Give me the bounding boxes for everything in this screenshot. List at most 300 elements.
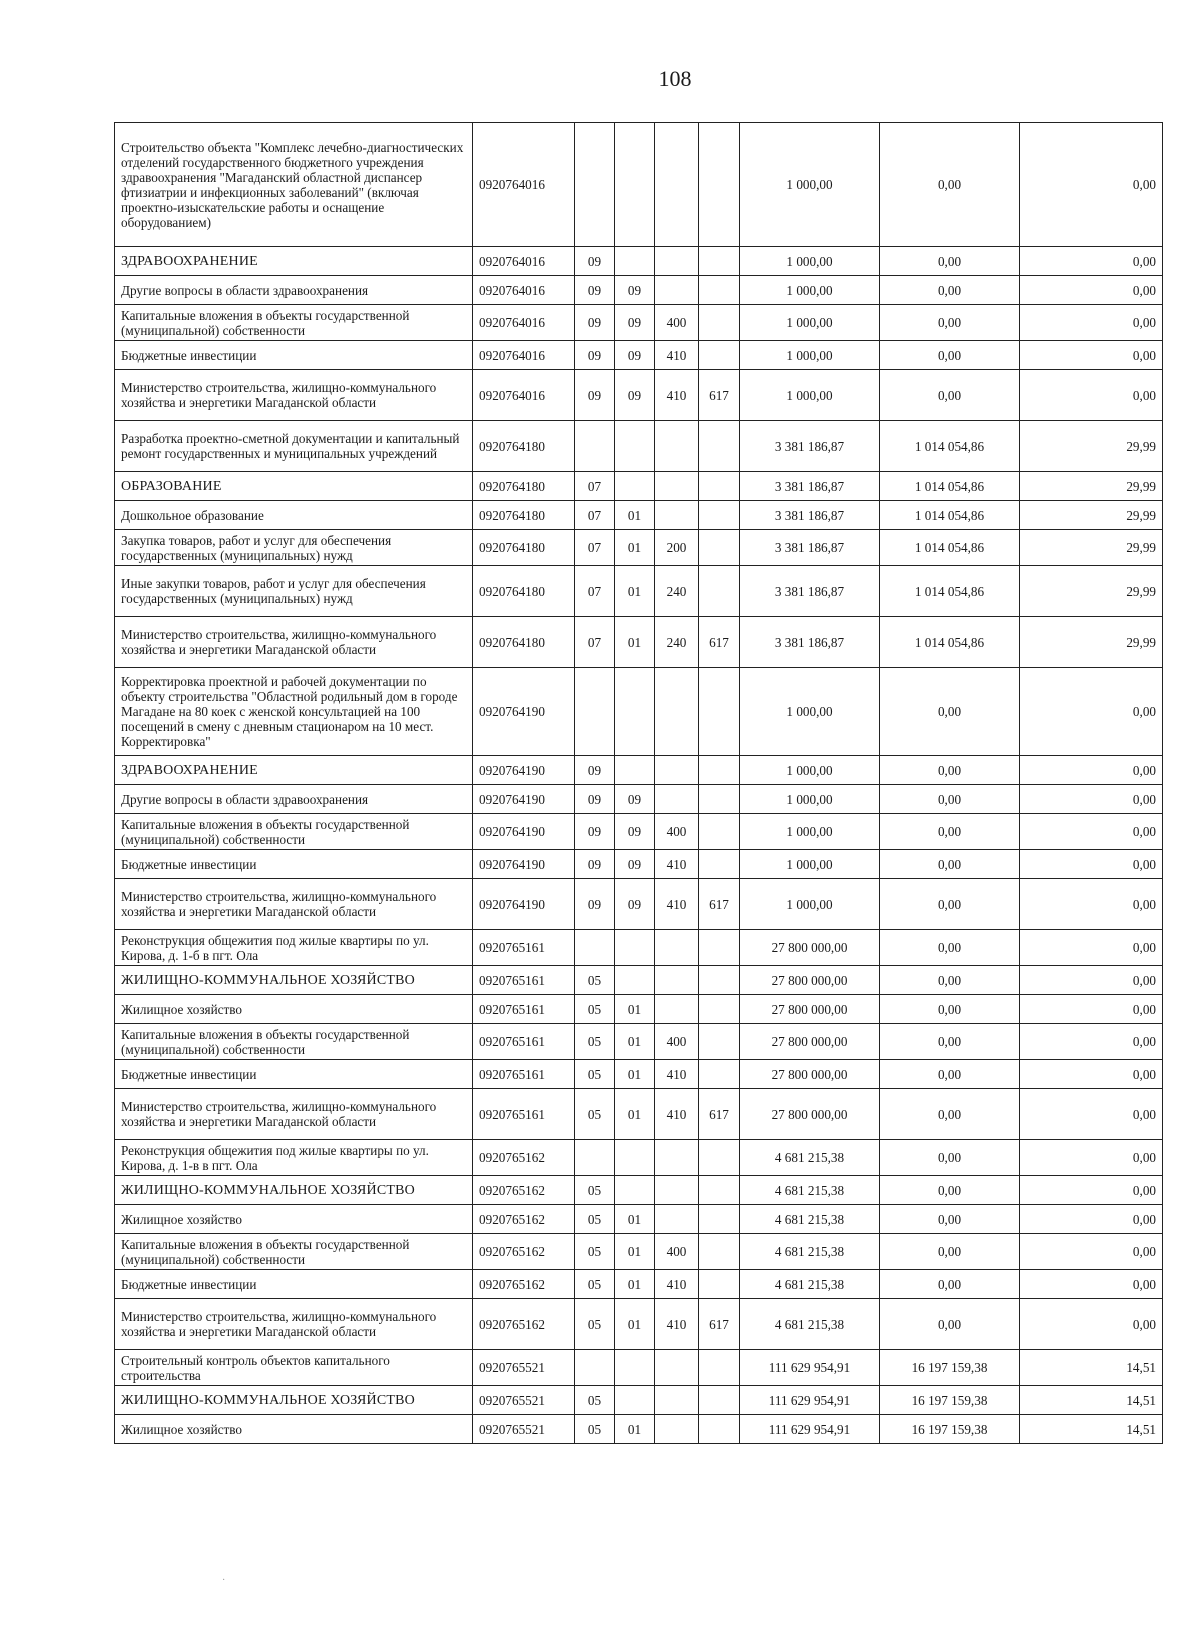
- executed-amount-cell: 0,00: [880, 668, 1020, 756]
- manager-code-cell: [699, 566, 740, 617]
- manager-code-cell: 617: [699, 1299, 740, 1350]
- section-cell: 09: [575, 370, 615, 421]
- table-row: [115, 1060, 1163, 1089]
- program-code-cell: 0920764016: [473, 123, 575, 247]
- subsection-cell: 01: [615, 501, 655, 530]
- program-code-cell: 0920765161: [473, 930, 575, 966]
- subsection-cell: 01: [615, 1415, 655, 1444]
- subsection-cell: 09: [615, 850, 655, 879]
- expense-type-cell: 400: [655, 1234, 699, 1270]
- executed-amount-cell: 0,00: [880, 1270, 1020, 1299]
- manager-code-cell: [699, 668, 740, 756]
- percent-cell: 0,00: [1020, 1299, 1163, 1350]
- section-cell: 09: [575, 850, 615, 879]
- executed-amount-cell: 0,00: [880, 814, 1020, 850]
- row-name-cell: Дошкольное образование: [115, 501, 473, 530]
- table-row: [115, 850, 1163, 879]
- table-row: [115, 1415, 1163, 1444]
- subsection-cell: 01: [615, 995, 655, 1024]
- program-code-cell: 0920764190: [473, 668, 575, 756]
- program-code-cell: 0920765521: [473, 1415, 575, 1444]
- plan-amount-cell: 3 381 186,87: [740, 472, 880, 501]
- table-row: [115, 305, 1163, 341]
- table-row: [115, 530, 1163, 566]
- executed-amount-cell: 0,00: [880, 247, 1020, 276]
- subsection-cell: 09: [615, 305, 655, 341]
- manager-code-cell: [699, 1024, 740, 1060]
- percent-cell: 0,00: [1020, 1234, 1163, 1270]
- subsection-cell: [615, 247, 655, 276]
- row-name-cell: ЖИЛИЩНО-КОММУНАЛЬНОЕ ХОЗЯЙСТВО: [115, 1176, 473, 1205]
- table-row: [115, 668, 1163, 756]
- expense-type-cell: 410: [655, 879, 699, 930]
- expense-type-cell: 400: [655, 305, 699, 341]
- row-name-cell: Министерство строительства, жилищно-коммунального хозяйства и энергетики Магаданской области: [115, 617, 473, 668]
- section-cell: 09: [575, 276, 615, 305]
- row-name-cell: Капитальные вложения в объекты государственной (муниципальной) собственности: [115, 814, 473, 850]
- percent-cell: 0,00: [1020, 123, 1163, 247]
- plan-amount-cell: 3 381 186,87: [740, 566, 880, 617]
- percent-cell: 14,51: [1020, 1386, 1163, 1415]
- section-cell: 05: [575, 1299, 615, 1350]
- section-cell: 07: [575, 617, 615, 668]
- expense-type-cell: [655, 966, 699, 995]
- percent-cell: 0,00: [1020, 1089, 1163, 1140]
- plan-amount-cell: 1 000,00: [740, 756, 880, 785]
- table-row: [115, 1089, 1163, 1140]
- scan-mark: ·: [222, 1575, 226, 1586]
- percent-cell: 0,00: [1020, 966, 1163, 995]
- manager-code-cell: [699, 930, 740, 966]
- subsection-cell: [615, 966, 655, 995]
- manager-code-cell: [699, 1415, 740, 1444]
- page-number: 108: [658, 66, 692, 91]
- executed-amount-cell: 0,00: [880, 1299, 1020, 1350]
- table-row: [115, 247, 1163, 276]
- percent-cell: 29,99: [1020, 617, 1163, 668]
- subsection-cell: [615, 1350, 655, 1386]
- plan-amount-cell: 27 800 000,00: [740, 1089, 880, 1140]
- percent-cell: 0,00: [1020, 995, 1163, 1024]
- program-code-cell: 0920765162: [473, 1205, 575, 1234]
- section-cell: 09: [575, 879, 615, 930]
- plan-amount-cell: 1 000,00: [740, 247, 880, 276]
- row-name-cell: Капитальные вложения в объекты государственной (муниципальной) собственности: [115, 305, 473, 341]
- expense-type-cell: 410: [655, 1270, 699, 1299]
- subsection-cell: 01: [615, 1299, 655, 1350]
- plan-amount-cell: 1 000,00: [740, 785, 880, 814]
- expense-type-cell: [655, 1350, 699, 1386]
- program-code-cell: 0920765162: [473, 1299, 575, 1350]
- executed-amount-cell: 0,00: [880, 756, 1020, 785]
- subsection-cell: 09: [615, 814, 655, 850]
- expense-type-cell: 200: [655, 530, 699, 566]
- percent-cell: 29,99: [1020, 421, 1163, 472]
- program-code-cell: 0920765161: [473, 995, 575, 1024]
- section-cell: 05: [575, 1024, 615, 1060]
- plan-amount-cell: 111 629 954,91: [740, 1350, 880, 1386]
- table-row: [115, 1234, 1163, 1270]
- row-name-cell: Бюджетные инвестиции: [115, 1270, 473, 1299]
- manager-code-cell: [699, 276, 740, 305]
- plan-amount-cell: 4 681 215,38: [740, 1205, 880, 1234]
- section-cell: 07: [575, 501, 615, 530]
- table-row: [115, 966, 1163, 995]
- executed-amount-cell: 0,00: [880, 1140, 1020, 1176]
- expense-type-cell: [655, 1415, 699, 1444]
- expense-type-cell: 410: [655, 1089, 699, 1140]
- program-code-cell: 0920764190: [473, 756, 575, 785]
- row-name-cell: ЖИЛИЩНО-КОММУНАЛЬНОЕ ХОЗЯЙСТВО: [115, 1386, 473, 1415]
- section-cell: 09: [575, 247, 615, 276]
- row-name-cell: Капитальные вложения в объекты государственной (муниципальной) собственности: [115, 1024, 473, 1060]
- subsection-cell: 01: [615, 530, 655, 566]
- expense-type-cell: [655, 756, 699, 785]
- table-row: [115, 341, 1163, 370]
- program-code-cell: 0920764190: [473, 814, 575, 850]
- expense-type-cell: [655, 668, 699, 756]
- percent-cell: 0,00: [1020, 756, 1163, 785]
- manager-code-cell: 617: [699, 1089, 740, 1140]
- plan-amount-cell: 4 681 215,38: [740, 1140, 880, 1176]
- table-row: [115, 370, 1163, 421]
- program-code-cell: 0920765162: [473, 1234, 575, 1270]
- table-row: [115, 1299, 1163, 1350]
- table-row: [115, 123, 1163, 247]
- subsection-cell: 09: [615, 276, 655, 305]
- executed-amount-cell: 0,00: [880, 1176, 1020, 1205]
- expense-type-cell: [655, 501, 699, 530]
- percent-cell: 29,99: [1020, 566, 1163, 617]
- row-name-cell: Бюджетные инвестиции: [115, 1060, 473, 1089]
- executed-amount-cell: 0,00: [880, 1024, 1020, 1060]
- program-code-cell: 0920765162: [473, 1176, 575, 1205]
- row-name-cell: ЖИЛИЩНО-КОММУНАЛЬНОЕ ХОЗЯЙСТВО: [115, 966, 473, 995]
- row-name-cell: Строительство объекта "Комплекс лечебно-диагностических отделений государственного бюджетного учреждения здравоохранения "Магаданский областной диспансер фтизиатрии и инфекционных заболеваний" (включая проектно-изыскательские работы и оснащение оборудованием): [115, 123, 473, 247]
- budget-table: [114, 122, 1163, 1444]
- subsection-cell: [615, 668, 655, 756]
- table-row: [115, 1270, 1163, 1299]
- plan-amount-cell: 1 000,00: [740, 814, 880, 850]
- percent-cell: 0,00: [1020, 276, 1163, 305]
- manager-code-cell: [699, 1234, 740, 1270]
- section-cell: 09: [575, 814, 615, 850]
- program-code-cell: 0920764190: [473, 785, 575, 814]
- program-code-cell: 0920764180: [473, 530, 575, 566]
- plan-amount-cell: 4 681 215,38: [740, 1299, 880, 1350]
- expense-type-cell: 410: [655, 1060, 699, 1089]
- plan-amount-cell: 27 800 000,00: [740, 995, 880, 1024]
- executed-amount-cell: 1 014 054,86: [880, 617, 1020, 668]
- program-code-cell: 0920764016: [473, 247, 575, 276]
- expense-type-cell: [655, 276, 699, 305]
- section-cell: [575, 668, 615, 756]
- section-cell: 09: [575, 785, 615, 814]
- row-name-cell: Бюджетные инвестиции: [115, 341, 473, 370]
- manager-code-cell: [699, 1386, 740, 1415]
- row-name-cell: Капитальные вложения в объекты государственной (муниципальной) собственности: [115, 1234, 473, 1270]
- program-code-cell: 0920764016: [473, 276, 575, 305]
- expense-type-cell: [655, 247, 699, 276]
- row-name-cell: Другие вопросы в области здравоохранения: [115, 276, 473, 305]
- table-body: [115, 123, 1163, 1444]
- section-cell: 07: [575, 566, 615, 617]
- subsection-cell: 09: [615, 341, 655, 370]
- section-cell: [575, 1350, 615, 1386]
- table-row: [115, 879, 1163, 930]
- row-name-cell: Реконструкция общежития под жилые квартиры по ул. Кирова, д. 1-б в пгт. Ола: [115, 930, 473, 966]
- manager-code-cell: [699, 1350, 740, 1386]
- expense-type-cell: [655, 930, 699, 966]
- plan-amount-cell: 1 000,00: [740, 341, 880, 370]
- plan-amount-cell: 3 381 186,87: [740, 421, 880, 472]
- plan-amount-cell: 4 681 215,38: [740, 1270, 880, 1299]
- plan-amount-cell: 27 800 000,00: [740, 966, 880, 995]
- executed-amount-cell: 0,00: [880, 305, 1020, 341]
- subsection-cell: [615, 1176, 655, 1205]
- expense-type-cell: [655, 1205, 699, 1234]
- plan-amount-cell: 27 800 000,00: [740, 1024, 880, 1060]
- row-name-cell: Жилищное хозяйство: [115, 1205, 473, 1234]
- percent-cell: 0,00: [1020, 247, 1163, 276]
- row-name-cell: Министерство строительства, жилищно-коммунального хозяйства и энергетики Магаданской области: [115, 370, 473, 421]
- row-name-cell: Бюджетные инвестиции: [115, 850, 473, 879]
- plan-amount-cell: 1 000,00: [740, 123, 880, 247]
- percent-cell: 0,00: [1020, 1176, 1163, 1205]
- expense-type-cell: [655, 1140, 699, 1176]
- table-row: [115, 1140, 1163, 1176]
- manager-code-cell: [699, 123, 740, 247]
- executed-amount-cell: 0,00: [880, 1205, 1020, 1234]
- section-cell: [575, 123, 615, 247]
- manager-code-cell: [699, 472, 740, 501]
- expense-type-cell: 410: [655, 341, 699, 370]
- executed-amount-cell: 0,00: [880, 879, 1020, 930]
- executed-amount-cell: 0,00: [880, 850, 1020, 879]
- table-row: [115, 785, 1163, 814]
- manager-code-cell: [699, 341, 740, 370]
- program-code-cell: 0920765162: [473, 1140, 575, 1176]
- table-row: [115, 472, 1163, 501]
- section-cell: 05: [575, 1089, 615, 1140]
- executed-amount-cell: 0,00: [880, 370, 1020, 421]
- section-cell: 05: [575, 1270, 615, 1299]
- plan-amount-cell: 3 381 186,87: [740, 530, 880, 566]
- subsection-cell: 09: [615, 785, 655, 814]
- executed-amount-cell: 1 014 054,86: [880, 530, 1020, 566]
- section-cell: 05: [575, 1205, 615, 1234]
- subsection-cell: 01: [615, 617, 655, 668]
- percent-cell: 0,00: [1020, 668, 1163, 756]
- row-name-cell: Корректировка проектной и рабочей документации по объекту строительства "Областной родильный дом в городе Магадане на 80 коек с женской консультацией на 100 посещений в смену с дневным стационаром на 10 мест. Корректировка": [115, 668, 473, 756]
- plan-amount-cell: 1 000,00: [740, 305, 880, 341]
- row-name-cell: Иные закупки товаров, работ и услуг для обеспечения государственных (муниципальных) нужд: [115, 566, 473, 617]
- executed-amount-cell: 0,00: [880, 1234, 1020, 1270]
- expense-type-cell: [655, 421, 699, 472]
- executed-amount-cell: 0,00: [880, 123, 1020, 247]
- executed-amount-cell: 0,00: [880, 995, 1020, 1024]
- row-name-cell: Реконструкция общежития под жилые квартиры по ул. Кирова, д. 1-в в пгт. Ола: [115, 1140, 473, 1176]
- program-code-cell: 0920764180: [473, 617, 575, 668]
- program-code-cell: 0920764180: [473, 421, 575, 472]
- executed-amount-cell: 16 197 159,38: [880, 1350, 1020, 1386]
- table-row: [115, 756, 1163, 785]
- expense-type-cell: [655, 785, 699, 814]
- program-code-cell: 0920764190: [473, 850, 575, 879]
- table-row: [115, 995, 1163, 1024]
- percent-cell: 29,99: [1020, 472, 1163, 501]
- program-code-cell: 0920765521: [473, 1350, 575, 1386]
- percent-cell: 14,51: [1020, 1350, 1163, 1386]
- plan-amount-cell: 111 629 954,91: [740, 1415, 880, 1444]
- program-code-cell: 0920764016: [473, 305, 575, 341]
- percent-cell: 29,99: [1020, 530, 1163, 566]
- executed-amount-cell: 0,00: [880, 341, 1020, 370]
- plan-amount-cell: 1 000,00: [740, 276, 880, 305]
- table-row: [115, 617, 1163, 668]
- table-row: [115, 1350, 1163, 1386]
- row-name-cell: Министерство строительства, жилищно-коммунального хозяйства и энергетики Магаданской области: [115, 1299, 473, 1350]
- subsection-cell: [615, 472, 655, 501]
- percent-cell: 29,99: [1020, 501, 1163, 530]
- table-row: [115, 1176, 1163, 1205]
- plan-amount-cell: 4 681 215,38: [740, 1176, 880, 1205]
- table-row: [115, 566, 1163, 617]
- table-row: [115, 930, 1163, 966]
- expense-type-cell: [655, 472, 699, 501]
- expense-type-cell: 240: [655, 566, 699, 617]
- manager-code-cell: [699, 1176, 740, 1205]
- row-name-cell: Строительный контроль объектов капитального строительства: [115, 1350, 473, 1386]
- row-name-cell: Жилищное хозяйство: [115, 1415, 473, 1444]
- section-cell: 07: [575, 472, 615, 501]
- percent-cell: 0,00: [1020, 850, 1163, 879]
- percent-cell: 0,00: [1020, 1024, 1163, 1060]
- program-code-cell: 0920764180: [473, 501, 575, 530]
- plan-amount-cell: 1 000,00: [740, 850, 880, 879]
- manager-code-cell: [699, 1205, 740, 1234]
- section-cell: 09: [575, 756, 615, 785]
- expense-type-cell: 410: [655, 1299, 699, 1350]
- subsection-cell: [615, 756, 655, 785]
- plan-amount-cell: 27 800 000,00: [740, 930, 880, 966]
- executed-amount-cell: 0,00: [880, 1060, 1020, 1089]
- percent-cell: 0,00: [1020, 1140, 1163, 1176]
- executed-amount-cell: 1 014 054,86: [880, 421, 1020, 472]
- manager-code-cell: [699, 1140, 740, 1176]
- section-cell: 05: [575, 1176, 615, 1205]
- manager-code-cell: [699, 995, 740, 1024]
- plan-amount-cell: 3 381 186,87: [740, 501, 880, 530]
- section-cell: 05: [575, 1386, 615, 1415]
- plan-amount-cell: 27 800 000,00: [740, 1060, 880, 1089]
- plan-amount-cell: 3 381 186,87: [740, 617, 880, 668]
- manager-code-cell: 617: [699, 370, 740, 421]
- subsection-cell: 09: [615, 370, 655, 421]
- manager-code-cell: [699, 850, 740, 879]
- manager-code-cell: [699, 1060, 740, 1089]
- manager-code-cell: [699, 305, 740, 341]
- plan-amount-cell: 1 000,00: [740, 879, 880, 930]
- manager-code-cell: [699, 247, 740, 276]
- subsection-cell: [615, 930, 655, 966]
- subsection-cell: 01: [615, 1060, 655, 1089]
- manager-code-cell: [699, 421, 740, 472]
- subsection-cell: 01: [615, 1089, 655, 1140]
- section-cell: 05: [575, 1415, 615, 1444]
- plan-amount-cell: 1 000,00: [740, 668, 880, 756]
- executed-amount-cell: 0,00: [880, 966, 1020, 995]
- executed-amount-cell: 16 197 159,38: [880, 1415, 1020, 1444]
- subsection-cell: [615, 1140, 655, 1176]
- program-code-cell: 0920765161: [473, 966, 575, 995]
- program-code-cell: 0920765161: [473, 1060, 575, 1089]
- table-row: [115, 276, 1163, 305]
- row-name-cell: Закупка товаров, работ и услуг для обеспечения государственных (муниципальных) нужд: [115, 530, 473, 566]
- executed-amount-cell: 1 014 054,86: [880, 472, 1020, 501]
- executed-amount-cell: 0,00: [880, 1089, 1020, 1140]
- percent-cell: 0,00: [1020, 785, 1163, 814]
- table-row: [115, 421, 1163, 472]
- subsection-cell: [615, 123, 655, 247]
- expense-type-cell: [655, 995, 699, 1024]
- table-row: [115, 1386, 1163, 1415]
- expense-type-cell: 400: [655, 1024, 699, 1060]
- subsection-cell: 01: [615, 1024, 655, 1060]
- row-name-cell: Министерство строительства, жилищно-коммунального хозяйства и энергетики Магаданской области: [115, 879, 473, 930]
- executed-amount-cell: 1 014 054,86: [880, 566, 1020, 617]
- percent-cell: 0,00: [1020, 305, 1163, 341]
- percent-cell: 0,00: [1020, 1270, 1163, 1299]
- subsection-cell: 01: [615, 1234, 655, 1270]
- program-code-cell: 0920764190: [473, 879, 575, 930]
- program-code-cell: 0920765162: [473, 1270, 575, 1299]
- subsection-cell: 01: [615, 1205, 655, 1234]
- expense-type-cell: 410: [655, 370, 699, 421]
- program-code-cell: 0920764016: [473, 370, 575, 421]
- executed-amount-cell: 1 014 054,86: [880, 501, 1020, 530]
- row-name-cell: Разработка проектно-сметной документации и капитальный ремонт государственных и муниципальных учреждений: [115, 421, 473, 472]
- percent-cell: 0,00: [1020, 814, 1163, 850]
- section-cell: 09: [575, 341, 615, 370]
- manager-code-cell: [699, 501, 740, 530]
- subsection-cell: [615, 1386, 655, 1415]
- section-cell: 05: [575, 995, 615, 1024]
- percent-cell: 0,00: [1020, 341, 1163, 370]
- manager-code-cell: 617: [699, 879, 740, 930]
- program-code-cell: 0920764180: [473, 566, 575, 617]
- plan-amount-cell: 4 681 215,38: [740, 1234, 880, 1270]
- expense-type-cell: 400: [655, 814, 699, 850]
- percent-cell: 0,00: [1020, 879, 1163, 930]
- program-code-cell: 0920765161: [473, 1024, 575, 1060]
- percent-cell: 0,00: [1020, 1060, 1163, 1089]
- subsection-cell: 01: [615, 566, 655, 617]
- manager-code-cell: [699, 530, 740, 566]
- subsection-cell: [615, 421, 655, 472]
- row-name-cell: Жилищное хозяйство: [115, 995, 473, 1024]
- row-name-cell: ЗДРАВООХРАНЕНИЕ: [115, 247, 473, 276]
- section-cell: 07: [575, 530, 615, 566]
- executed-amount-cell: 16 197 159,38: [880, 1386, 1020, 1415]
- expense-type-cell: [655, 123, 699, 247]
- table-row: [115, 814, 1163, 850]
- table-row: [115, 1205, 1163, 1234]
- manager-code-cell: [699, 756, 740, 785]
- plan-amount-cell: 111 629 954,91: [740, 1386, 880, 1415]
- percent-cell: 0,00: [1020, 1205, 1163, 1234]
- expense-type-cell: [655, 1386, 699, 1415]
